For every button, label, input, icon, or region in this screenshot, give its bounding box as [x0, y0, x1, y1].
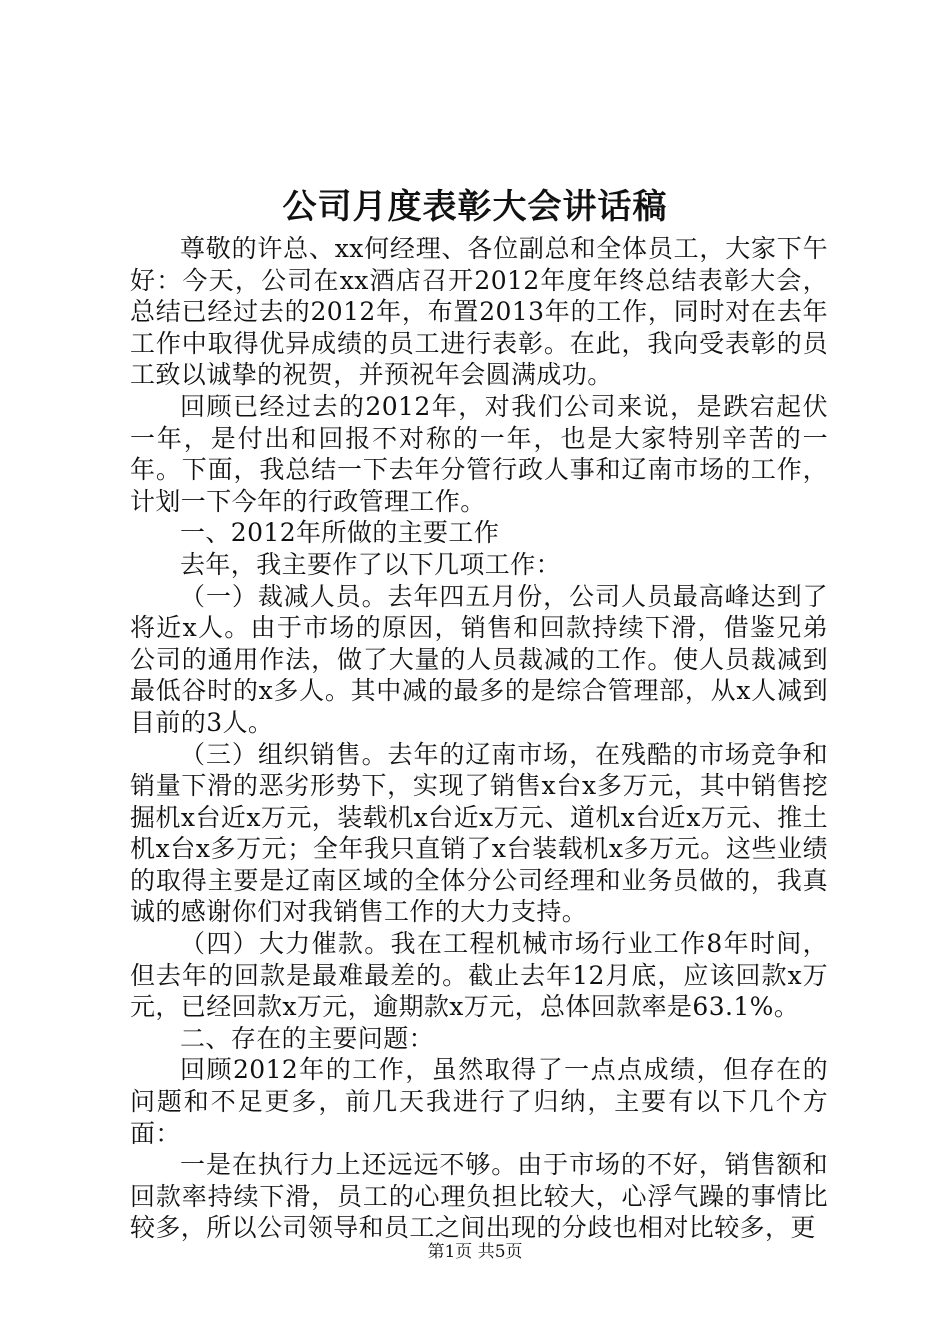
section-heading: 二、存在的主要问题：: [180, 1023, 435, 1053]
paragraph: 回顾2012年的工作，虽然取得了一点点成绩，但存在的问题和不足更多，前几天我进行了归纳，主要有以下几个方面：: [130, 1055, 828, 1148]
document-title: 公司月度表彰大会讲话稿: [282, 187, 668, 227]
page-number-footer: 第1页 共5页: [427, 1242, 523, 1262]
paragraph: 回顾已经过去的2012年，对我们公司来说，是跌宕起伏一年，是付出和回报不对称的一年，也是大家特别辛苦的一年。下面，我总结一下去年分管行政人事和辽南市场的工作，计划一下今年的行政管理工作。: [130, 391, 828, 516]
paragraph: 去年，我主要作了以下几项工作：: [180, 549, 562, 579]
section-heading: 一、2012年所做的主要工作: [180, 518, 500, 548]
paragraph: （四）大力催款。我在工程机械市场行业工作8年时间，但去年的回款是最难最差的。截止去年12月底，应该回款x万元，已经回款x万元，逾期款x万元，总体回款率是63.1%。: [130, 929, 828, 1022]
paragraph: （三）组织销售。去年的辽南市场，在残酷的市场竞争和销量下滑的恶劣形势下，实现了销售x台x多万元，其中销售挖掘机x台近x万元，装载机x台近x万元、道机x台近x万元、推土机x台x多万元；全年我只直销了x台装载机x多万元。这些业绩的取得主要是辽南区域的全体分公司经理和业务员做的，我真诚的感谢你们对我销售工作的大力支持。: [130, 739, 828, 927]
document-body: [130, 233, 828, 1244]
paragraph: （一）裁减人员。去年四五月份，公司人员最高峰达到了将近x人。由于市场的原因，销售和回款持续下滑，借鉴兄弟公司的通用作法，做了大量的人员裁减的工作。使人员裁减到最低谷时的x多人。其中减的最多的是综合管理部，从x人减到目前的3人。: [130, 581, 828, 737]
paragraph: 尊敬的许总、xx何经理、各位副总和全体员工，大家下午好：今天，公司在xx酒店召开2012年度年终总结表彰大会，总结已经过去的2012年，布置2013年的工作，同时对在去年工作中取得优异成绩的员工进行表彰。在此，我向受表彰的员工致以诚挚的祝贺，并预祝年会圆满成功。: [130, 234, 828, 390]
paragraph: 一是在执行力上还远远不够。由于市场的不好，销售额和回款率持续下滑，员工的心理负担比较大，心浮气躁的事情比较多，所以公司领导和员工之间出现的分歧也相对比较多，更: [130, 1150, 828, 1243]
